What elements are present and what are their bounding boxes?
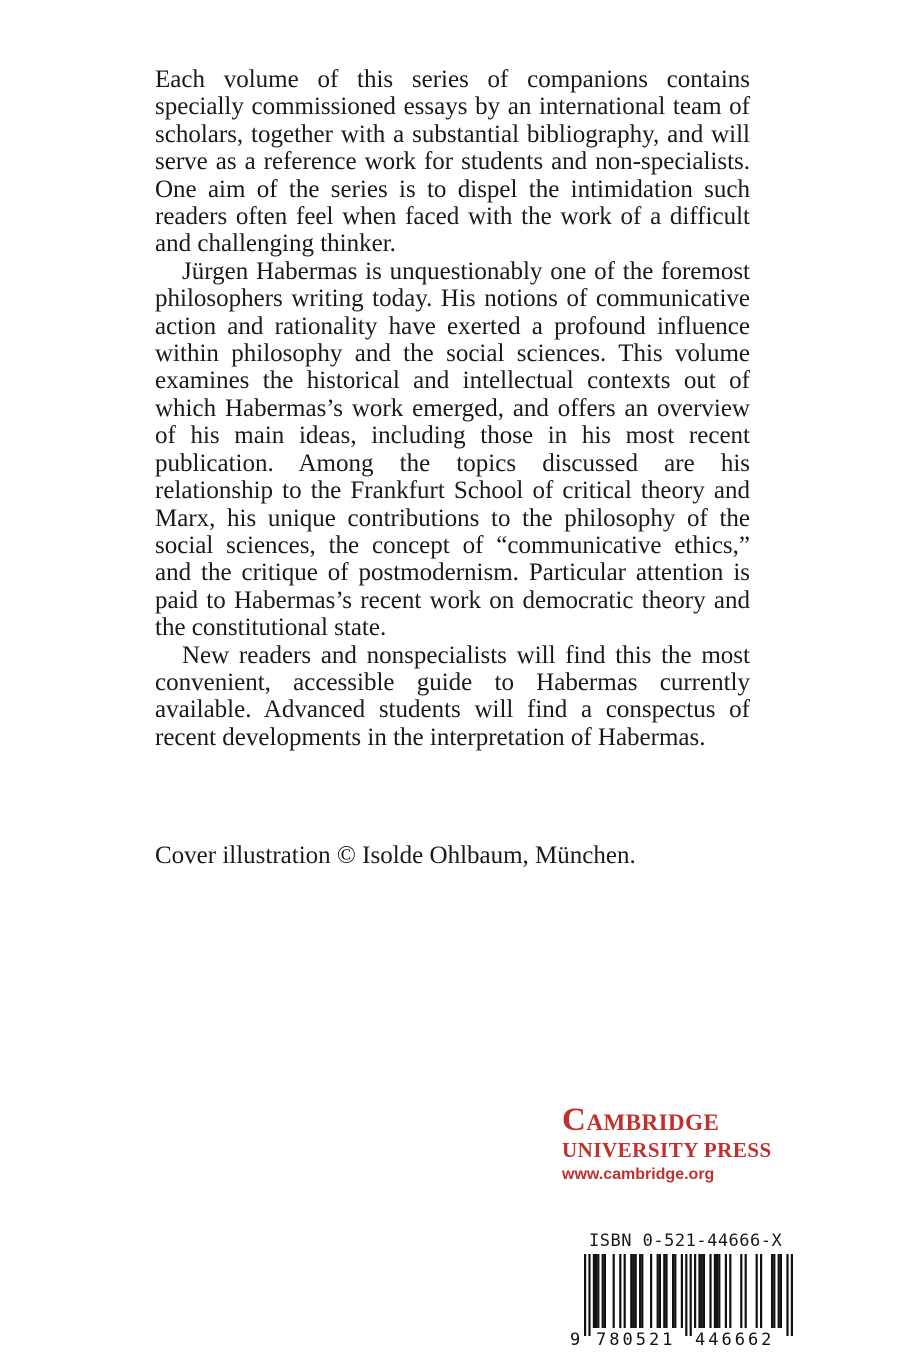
barcode-bar: [740, 1254, 742, 1328]
barcode-bar: [593, 1254, 595, 1328]
barcode-bar: [709, 1254, 711, 1328]
barcode-bar: [657, 1254, 659, 1328]
barcode-bar: [714, 1254, 716, 1328]
barcode-bar: [632, 1254, 634, 1328]
blurb-paragraph-3: New readers and nonspecialists will find this the most convenient, accessible guide to Habermas currently available. Advanced students will find a conspectus of recent developments in the interpretation of Habermas.: [155, 641, 750, 751]
barcode-bar: [630, 1254, 632, 1328]
barcode-bar: [595, 1254, 597, 1328]
barcode-bar: [773, 1254, 775, 1328]
barcode-right-digits: 446662: [695, 1330, 775, 1348]
barcode-bars: [584, 1254, 793, 1336]
barcode-bar: [791, 1254, 793, 1336]
barcode-bar: [716, 1254, 718, 1328]
blurb-text: [155, 66, 750, 751]
barcode-bar: [639, 1254, 641, 1328]
barcode-bar: [650, 1254, 652, 1328]
barcode-bar: [729, 1254, 731, 1328]
barcode-bar: [619, 1254, 621, 1328]
barcode-bar: [698, 1254, 700, 1328]
publisher-logo: [562, 1100, 812, 1186]
blurb-paragraph-1: Each volume of this series of companions contains specially commissioned essays by an international team of scholars, together with a substantial bibliography, and will serve as a reference work for students and non-specialists. One aim of the series is to dispel the intimidation such readers often feel when faced with the work of a difficult and challenging thinker.: [155, 66, 750, 258]
blurb-paragraph-2: Jürgen Habermas is unquestionably one of the foremost philosophers writing today. His notions of communicative action and rationality have exerted a profound influence within philosophy and the social sciences. This volume examines the historical and intellectual contexts out of which Habermas’s work emerged, and offers an overview of his main ideas, including those in his most recent publication. Among the topics discussed are his relationship to the Frankfurt School of critical theory and Marx, his unique contributions to the philosophy of the social sciences, the concept of “communicative ethics,” and the critique of postmodernism. Particular attention is paid to Habermas’s recent work on democratic theory and the constitutional state.: [155, 257, 750, 642]
barcode-bar: [641, 1254, 643, 1328]
barcode-graphic: [566, 1252, 806, 1348]
cover-illustration-credit: Cover illustration © Isolde Ohlbaum, München.: [155, 842, 636, 869]
barcode-bar: [694, 1254, 696, 1328]
barcode-bar: [674, 1254, 676, 1328]
barcode: [566, 1252, 806, 1348]
barcode-bar: [780, 1254, 782, 1328]
barcode-bar: [725, 1254, 727, 1328]
barcode-bar: [703, 1254, 705, 1328]
barcode-bar: [597, 1254, 599, 1328]
barcode-bar: [718, 1254, 720, 1328]
publisher-subtitle: UNIVERSITY PRESS: [562, 1138, 772, 1162]
barcode-bar: [771, 1254, 773, 1328]
barcode-bar: [665, 1254, 667, 1328]
barcode-bar: [786, 1254, 788, 1336]
barcode-bar: [690, 1254, 692, 1336]
barcode-first-digit: 9: [570, 1330, 581, 1348]
barcode-left-digits: 780521: [596, 1330, 676, 1348]
isbn-label: ISBN 0-521-44666-X: [589, 1231, 783, 1251]
barcode-bar: [701, 1254, 703, 1328]
barcode-bar: [685, 1254, 687, 1336]
barcode-bar: [672, 1254, 674, 1328]
barcode-bar: [588, 1254, 590, 1336]
barcode-bar: [584, 1254, 586, 1336]
publisher-name: Cambridge: [562, 1102, 720, 1138]
barcode-bar: [745, 1254, 747, 1328]
barcode-bar: [604, 1254, 606, 1328]
barcode-bar: [760, 1254, 762, 1328]
barcode-bar: [613, 1254, 615, 1328]
barcode-bar: [659, 1254, 661, 1328]
barcode-bar: [756, 1254, 758, 1328]
barcode-bar: [663, 1254, 665, 1328]
barcode-bar: [635, 1254, 637, 1328]
barcode-bar: [778, 1254, 780, 1328]
barcode-bar: [602, 1254, 604, 1328]
barcode-bar: [681, 1254, 683, 1328]
barcode-bar: [624, 1254, 626, 1328]
publisher-url: www.cambridge.org: [562, 1166, 715, 1183]
